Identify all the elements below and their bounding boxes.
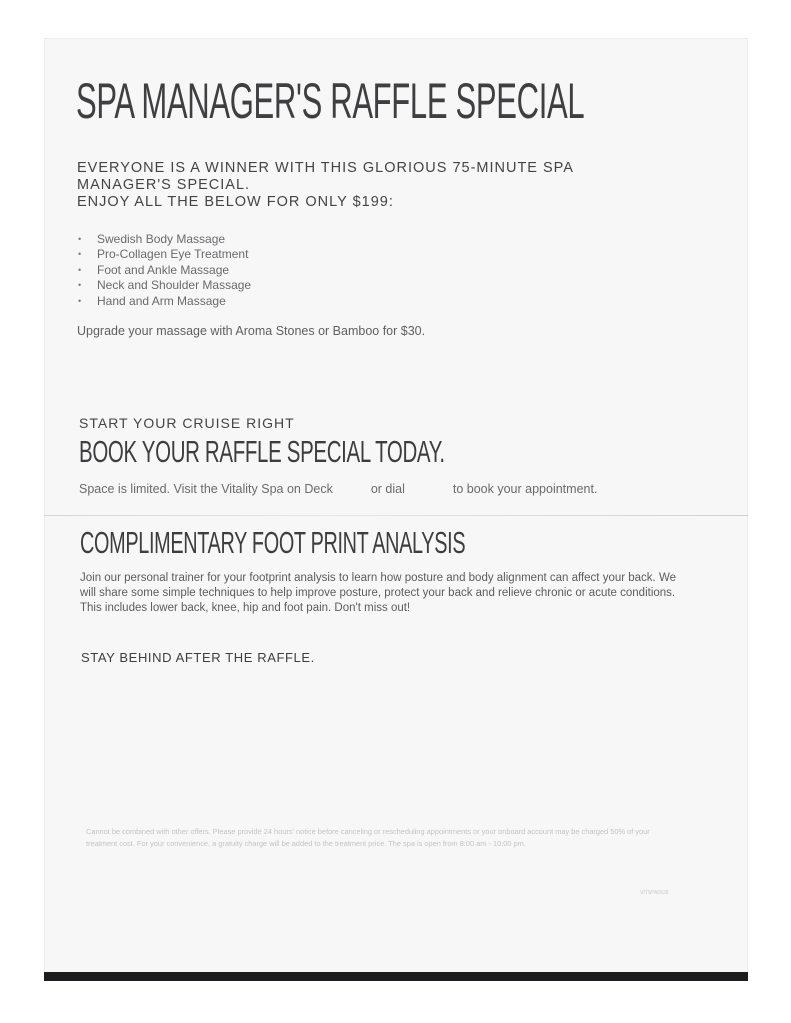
services-list (78, 232, 251, 309)
booking-text-dial: or dial (370, 482, 405, 496)
bullet-icon: • (78, 295, 82, 306)
list-item (78, 232, 251, 247)
foot-analysis-body: Join our personal trainer for your footprint analysis to learn how posture and body alignment can affect your back. We will share some simple techniques to help improve posture, protect your back and relieve chronic or acute conditions. This includes lower back, knee, hip and foot pain. Don't miss out! (80, 572, 676, 614)
list-item (78, 278, 251, 293)
book-heading: BOOK YOUR RAFFLE SPECIAL TODAY. (79, 434, 445, 469)
document-code: VITSPA0526 (640, 890, 669, 896)
list-item (78, 247, 251, 262)
stay-behind-line: STAY BEHIND AFTER THE RAFFLE. (81, 650, 315, 665)
intro-text (77, 160, 677, 211)
intro-line: EVERYONE IS A WINNER WITH THIS GLORIOUS 75-MINUTE SPA (77, 160, 574, 176)
list-item (78, 263, 251, 278)
fine-print: Cannot be combined with other offers. Please provide 24 hours' notice before canceling or rescheduling appointments or your onboard account may be charged 50% of your treatment cost. For your convenience, a gratuity charge will be added to the treatment price. The spa is open from 8:00 am - 10:00 pm. (86, 827, 650, 848)
cruise-kicker: START YOUR CRUISE RIGHT (79, 415, 295, 431)
bullet-icon: • (78, 249, 82, 260)
service-label: Swedish Body Massage (97, 232, 226, 246)
flyer-title: SPA MANAGER'S RAFFLE SPECIAL (76, 73, 585, 129)
service-label: Foot and Ankle Massage (97, 262, 230, 277)
intro-line: MANAGER'S SPECIAL. (77, 177, 251, 193)
booking-text-deck: Space is limited. Visit the Vitality Spa on Deck (79, 482, 333, 496)
paper-fold-line (44, 515, 748, 516)
booking-instructions (79, 482, 597, 496)
booking-text-end: to book your appointment. (452, 482, 598, 496)
list-item (78, 294, 251, 309)
intro-line: ENJOY ALL THE BELOW FOR ONLY $199: (77, 194, 394, 210)
service-label: Pro-Collagen Eye Treatment (97, 247, 249, 262)
bullet-icon: • (78, 280, 82, 291)
bullet-icon: • (78, 264, 82, 275)
sheet-bottom-edge (44, 972, 748, 981)
service-label: Neck and Shoulder Massage (97, 278, 252, 293)
foot-analysis-heading: COMPLIMENTARY FOOT PRINT ANALYSIS (80, 525, 466, 560)
service-label: Hand and Arm Massage (97, 293, 226, 308)
bullet-icon: • (78, 234, 82, 244)
upgrade-note: Upgrade your massage with Aroma Stones or Bamboo for $30. (77, 324, 426, 338)
